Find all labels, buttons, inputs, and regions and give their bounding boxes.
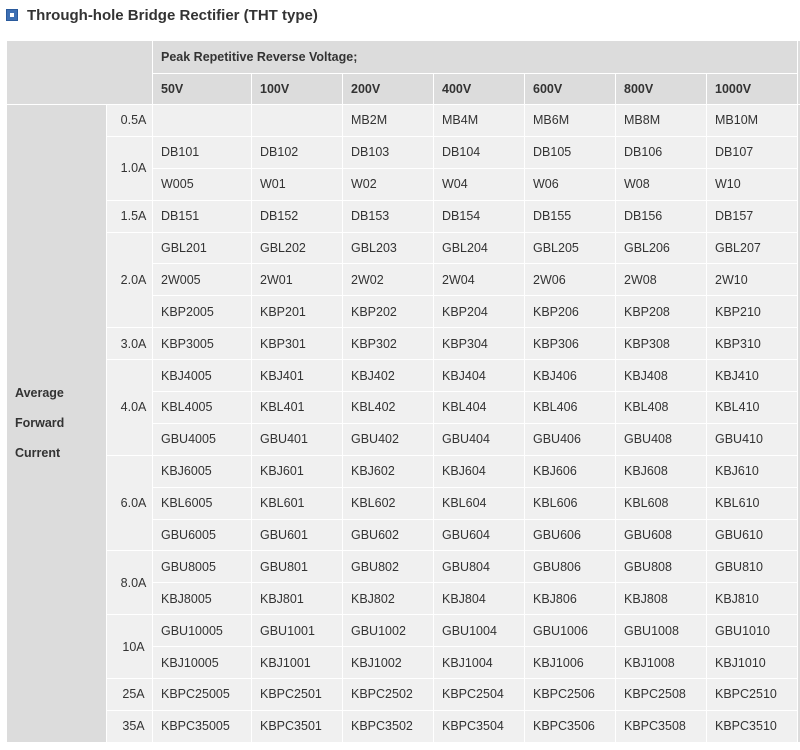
table-row — [7, 360, 800, 392]
part-number-cell: KBP210 — [707, 296, 798, 328]
part-number-cell: GBU1002 — [343, 615, 434, 647]
part-number-cell: KBP310 — [707, 328, 798, 360]
part-number-cell: GBU410 — [707, 423, 798, 455]
part-number-cell: GBU1010 — [707, 615, 798, 647]
part-number-cell: KBL401 — [252, 392, 343, 424]
part-number-cell: KBJ804 — [434, 583, 525, 615]
part-number-cell: DB154 — [434, 200, 525, 232]
current-axis-label-line: Average — [15, 386, 64, 401]
part-number-cell: KBJ802 — [343, 583, 434, 615]
part-number-cell: KBJ602 — [343, 455, 434, 487]
part-number-cell: GBL203 — [343, 232, 434, 264]
part-number-cell: 2W08 — [616, 264, 707, 296]
part-number-cell: DB105 — [525, 136, 616, 168]
current-rating: 25A — [107, 679, 153, 711]
current-axis-label — [7, 105, 107, 743]
part-number-cell: KBPC25005 — [153, 679, 252, 711]
part-number-cell: KBJ410 — [707, 360, 798, 392]
part-number-cell — [252, 105, 343, 137]
current-axis-label-line: Forward — [15, 416, 65, 431]
part-number-cell: KBL410 — [707, 392, 798, 424]
part-number-cell: MB10M — [707, 105, 798, 137]
part-number-cell: KBPC2501 — [252, 679, 343, 711]
part-number-cell: KBJ810 — [707, 583, 798, 615]
part-number-cell: KBP201 — [252, 296, 343, 328]
part-number-cell: KBJ808 — [616, 583, 707, 615]
part-number-cell: KBL610 — [707, 487, 798, 519]
part-number-cell: KBJ402 — [343, 360, 434, 392]
part-number-cell: 2W01 — [252, 264, 343, 296]
part-number-cell: 2W10 — [707, 264, 798, 296]
part-number-cell: DB157 — [707, 200, 798, 232]
part-number-cell: GBU8005 — [153, 551, 252, 583]
part-number-cell: GBL207 — [707, 232, 798, 264]
voltage-column-header: 400V — [434, 74, 525, 105]
part-number-cell: W04 — [434, 168, 525, 200]
part-number-cell: KBPC3502 — [343, 710, 434, 742]
part-number-cell: KBL402 — [343, 392, 434, 424]
current-rating: 0.5A — [107, 105, 153, 137]
part-number-cell: KBL601 — [252, 487, 343, 519]
part-number-cell: KBJ1004 — [434, 647, 525, 679]
part-number-cell: DB104 — [434, 136, 525, 168]
part-number-cell: GBL204 — [434, 232, 525, 264]
part-number-cell: KBP304 — [434, 328, 525, 360]
part-number-cell: GBU6005 — [153, 519, 252, 551]
part-number-cell: GBU10005 — [153, 615, 252, 647]
part-number-cell: GBU4005 — [153, 423, 252, 455]
part-number-cell: KBP308 — [616, 328, 707, 360]
part-number-cell: KBL4005 — [153, 392, 252, 424]
part-number-cell: GBU801 — [252, 551, 343, 583]
part-number-cell: KBPC2510 — [707, 679, 798, 711]
part-number-cell: KBPC3508 — [616, 710, 707, 742]
current-rating: 10A — [107, 615, 153, 679]
part-number-cell: KBJ1001 — [252, 647, 343, 679]
part-number-cell: DB101 — [153, 136, 252, 168]
current-axis-label-line: Current — [15, 446, 61, 461]
part-number-cell: KBPC3504 — [434, 710, 525, 742]
part-number-cell: MB4M — [434, 105, 525, 137]
table-row — [7, 615, 800, 647]
part-number-cell: KBJ1010 — [707, 647, 798, 679]
current-rating: 2.0A — [107, 232, 153, 328]
page-title: Through-hole Bridge Rectifier (THT type) — [27, 6, 318, 24]
part-number-cell: KBJ601 — [252, 455, 343, 487]
part-number-cell: GBU1004 — [434, 615, 525, 647]
part-number-cell: GBU804 — [434, 551, 525, 583]
part-number-cell: W06 — [525, 168, 616, 200]
part-number-cell: GBU404 — [434, 423, 525, 455]
part-number-cell: KBPC35005 — [153, 710, 252, 742]
part-number-cell: KBP208 — [616, 296, 707, 328]
part-number-cell: KBL406 — [525, 392, 616, 424]
part-number-cell: DB155 — [525, 200, 616, 232]
table-row — [7, 455, 800, 487]
table-row — [7, 136, 800, 168]
part-number-cell: KBJ1008 — [616, 647, 707, 679]
table-row — [7, 232, 800, 264]
part-number-cell: W005 — [153, 168, 252, 200]
part-number-cell: KBL606 — [525, 487, 616, 519]
part-number-cell: W02 — [343, 168, 434, 200]
part-number-cell: GBU608 — [616, 519, 707, 551]
part-number-cell: DB153 — [343, 200, 434, 232]
part-number-cell: KBJ408 — [616, 360, 707, 392]
part-number-cell: KBJ606 — [525, 455, 616, 487]
section-heading — [6, 4, 318, 26]
part-number-cell: 2W04 — [434, 264, 525, 296]
part-number-cell: KBJ8005 — [153, 583, 252, 615]
part-number-cell: DB151 — [153, 200, 252, 232]
part-number-cell: GBU1001 — [252, 615, 343, 647]
part-number-cell: KBPC3510 — [707, 710, 798, 742]
voltage-column-header: 100V — [252, 74, 343, 105]
part-number-cell: KBP204 — [434, 296, 525, 328]
part-number-cell: KBJ610 — [707, 455, 798, 487]
part-number-cell: KBJ604 — [434, 455, 525, 487]
part-number-cell: KBJ401 — [252, 360, 343, 392]
part-number-cell: GBU408 — [616, 423, 707, 455]
part-number-cell: GBU808 — [616, 551, 707, 583]
part-number-cell: KBP2005 — [153, 296, 252, 328]
part-number-cell: KBJ1002 — [343, 647, 434, 679]
voltage-header: Peak Repetitive Reverse Voltage; — [153, 41, 798, 74]
part-number-cell: DB102 — [252, 136, 343, 168]
current-rating: 3.0A — [107, 328, 153, 360]
current-rating: 6.0A — [107, 455, 153, 551]
part-number-cell: KBPC2502 — [343, 679, 434, 711]
part-number-cell: GBU810 — [707, 551, 798, 583]
part-number-cell: KBJ10005 — [153, 647, 252, 679]
part-number-cell — [153, 105, 252, 137]
current-rating: 4.0A — [107, 360, 153, 456]
part-number-cell: GBU802 — [343, 551, 434, 583]
current-rating: 1.0A — [107, 136, 153, 200]
table-row — [7, 200, 800, 232]
voltage-column-header: 200V — [343, 74, 434, 105]
current-rating: 35A — [107, 710, 153, 742]
part-number-cell: DB103 — [343, 136, 434, 168]
part-number-cell: GBU606 — [525, 519, 616, 551]
part-number-cell: KBJ6005 — [153, 455, 252, 487]
part-number-cell: DB107 — [707, 136, 798, 168]
table-row — [7, 551, 800, 583]
part-number-cell: MB8M — [616, 105, 707, 137]
part-number-cell: W10 — [707, 168, 798, 200]
part-number-cell: KBP206 — [525, 296, 616, 328]
part-number-cell: KBJ608 — [616, 455, 707, 487]
part-number-cell: 2W005 — [153, 264, 252, 296]
part-number-cell: DB156 — [616, 200, 707, 232]
table-row — [7, 710, 800, 742]
part-number-cell: KBL6005 — [153, 487, 252, 519]
part-number-cell: KBJ406 — [525, 360, 616, 392]
part-number-cell: KBJ4005 — [153, 360, 252, 392]
part-number-cell: KBP202 — [343, 296, 434, 328]
part-number-cell: GBL202 — [252, 232, 343, 264]
part-number-cell: GBU401 — [252, 423, 343, 455]
part-number-cell: KBP301 — [252, 328, 343, 360]
part-number-cell: KBP302 — [343, 328, 434, 360]
part-number-cell: 2W02 — [343, 264, 434, 296]
table-corner — [7, 41, 153, 105]
part-number-cell: GBU604 — [434, 519, 525, 551]
part-number-cell: GBU602 — [343, 519, 434, 551]
part-number-cell: KBPC2506 — [525, 679, 616, 711]
part-number-cell: KBL604 — [434, 487, 525, 519]
current-rating: 8.0A — [107, 551, 153, 615]
part-number-cell: DB152 — [252, 200, 343, 232]
part-number-cell: MB6M — [525, 105, 616, 137]
part-number-cell: W01 — [252, 168, 343, 200]
part-number-cell: GBU610 — [707, 519, 798, 551]
part-number-cell: MB2M — [343, 105, 434, 137]
part-number-cell: GBU1006 — [525, 615, 616, 647]
rectifier-spec-table — [6, 40, 800, 743]
voltage-column-header: 800V — [616, 74, 707, 105]
voltage-column-header: 50V — [153, 74, 252, 105]
part-number-cell: DB106 — [616, 136, 707, 168]
part-number-cell: KBPC2508 — [616, 679, 707, 711]
part-number-cell: GBU1008 — [616, 615, 707, 647]
table-row — [7, 105, 800, 137]
current-rating: 1.5A — [107, 200, 153, 232]
part-number-cell: KBL608 — [616, 487, 707, 519]
part-number-cell: KBPC3506 — [525, 710, 616, 742]
part-number-cell: KBL602 — [343, 487, 434, 519]
square-bullet-icon — [6, 9, 18, 21]
part-number-cell: W08 — [616, 168, 707, 200]
table-row — [7, 328, 800, 360]
part-number-cell: KBJ801 — [252, 583, 343, 615]
voltage-column-header: 1000V — [707, 74, 798, 105]
voltage-column-header: 600V — [525, 74, 616, 105]
part-number-cell: KBL404 — [434, 392, 525, 424]
part-number-cell: GBU402 — [343, 423, 434, 455]
part-number-cell: KBL408 — [616, 392, 707, 424]
part-number-cell: GBL206 — [616, 232, 707, 264]
part-number-cell: KBJ806 — [525, 583, 616, 615]
part-number-cell: 2W06 — [525, 264, 616, 296]
part-number-cell: KBPC3501 — [252, 710, 343, 742]
part-number-cell: KBJ1006 — [525, 647, 616, 679]
part-number-cell: KBJ404 — [434, 360, 525, 392]
part-number-cell: GBU406 — [525, 423, 616, 455]
table-row — [7, 679, 800, 711]
part-number-cell: GBU601 — [252, 519, 343, 551]
part-number-cell: GBL205 — [525, 232, 616, 264]
part-number-cell: GBL201 — [153, 232, 252, 264]
part-number-cell: KBP306 — [525, 328, 616, 360]
part-number-cell: KBPC2504 — [434, 679, 525, 711]
part-number-cell: KBP3005 — [153, 328, 252, 360]
part-number-cell: GBU806 — [525, 551, 616, 583]
